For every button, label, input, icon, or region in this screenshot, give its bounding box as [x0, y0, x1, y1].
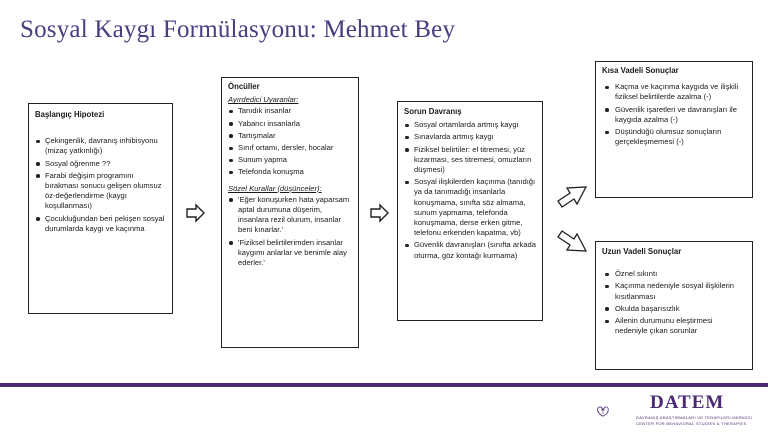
- antecedents-heading: Öncüller: [228, 82, 260, 91]
- long-term-item: Kaçınma nedeniyle sosyal ilişkilerin kısıtlanması: [602, 281, 746, 301]
- right-arrow-icon: [370, 203, 390, 223]
- short-term-item: Kaçma ve kaçınma kaygıda ve ilişkili fiziksel belirtilerde azalma (-): [602, 82, 746, 102]
- short-term-consequences-box: [595, 61, 753, 198]
- logo-tagline-en: CENTER FOR BEHAVIORAL STUDIES & THERAPIES: [636, 421, 747, 426]
- long-term-consequences-box: [595, 241, 753, 370]
- hypothesis-item: Çocukluğundan beri pekişen sosyal durumlarda kaygı ve kaçınma: [35, 214, 166, 234]
- problem-item: Fiziksel belirtiler: el titremesi, yüz kızarması, ses titremesi, omuzların düşmesi): [404, 145, 536, 176]
- logo-name: DATEM: [650, 392, 725, 413]
- stimulus-item: Tanıdık insanlar: [228, 106, 352, 116]
- stimulus-item: Sunum yapma: [228, 155, 352, 165]
- verbal-rule-item: 'Fiziksel belirtilerimden insanlar kaygımı anlarlar ve benimle alay ederler.': [228, 238, 352, 269]
- hypothesis-item: Sosyal öğrenme ??: [35, 159, 166, 169]
- problem-item: Sosyal ortamlarda artmış kaygı: [404, 120, 536, 130]
- long-term-item: Öznel sıkıntı: [602, 269, 746, 279]
- problem-item: Güvenlik davranışları (sınıfta arkada oturma, göz kontağı kurmama): [404, 240, 536, 260]
- discriminative-stimuli-label: Ayırdedici Uyaranlar:: [228, 95, 299, 105]
- right-arrow-icon: [186, 203, 206, 223]
- hypothesis-item: Farabi değişim programını bırakması sonucu gelişen olumsuz öz-değerlendirme (kaygı koşullanması): [35, 171, 166, 212]
- problem-behavior-box: [397, 101, 543, 321]
- short-term-heading: Kısa Vadeli Sonuçlar: [602, 66, 679, 75]
- stimulus-item: Yabancı insanlarla: [228, 119, 352, 129]
- stimulus-item: Tartışmalar: [228, 131, 352, 141]
- verbal-rules-label: Sözel Kurallar (düşünceler):: [228, 183, 322, 193]
- verbal-rule-item: 'Eğer konuşurken hata yaparsam aptal durumuna düşerim, insanlara rezil olurum, insanlar beni kınarlar.': [228, 195, 352, 236]
- hypothesis-item: Çekingenlik, davranış inhibisyonu (mizaç yatkınlığı): [35, 136, 166, 156]
- footer-divider: [0, 383, 768, 387]
- datem-logo-icon: [596, 390, 646, 433]
- initial-hypothesis-box: [28, 103, 173, 314]
- long-term-heading: Uzun Vadeli Sonuçlar: [602, 247, 682, 256]
- logo-tagline-tr: DAVRANIŞ ARAŞTIRMALARI VE TERAPİLERİ MERKEZİ: [636, 415, 753, 420]
- problem-item: Sınavlarda artmış kaygı: [404, 132, 536, 142]
- slide-title: Sosyal Kaygı Formülasyonu: Mehmet Bey: [20, 16, 456, 43]
- long-term-item: Ailenin durumunu eleştirmesi nedeniyle çıkan sorunlar: [602, 316, 746, 336]
- down-right-arrow-icon: [556, 225, 588, 255]
- antecedents-box: [221, 77, 359, 348]
- hypothesis-heading: Başlangıç Hipotezi: [35, 110, 105, 119]
- short-term-item: Düşündüğü olumsuz sonuçların gerçekleşmemesi (-): [602, 127, 746, 147]
- short-term-item: Güvenlik işaretleri ve davranışları ile kaygıda azalma (-): [602, 105, 746, 125]
- long-term-item: Okulda başarısızlık: [602, 304, 746, 314]
- stimulus-item: Telefonda konuşma: [228, 167, 352, 177]
- stimulus-item: Sınıf ortamı, dersler, hocalar: [228, 143, 352, 153]
- problem-item: Sosyal ilişkilerden kaçınma (tanıdığı ya da tanımadığı insanlarla konuşmama, sınıfta söz almama, sunum yapmama, telefonda konuşmama, derse erken gitme, telefonu erkenden kapatma, vb): [404, 177, 536, 238]
- problem-behavior-heading: Sorun Davranış: [404, 107, 462, 116]
- up-right-arrow-icon: [556, 183, 588, 213]
